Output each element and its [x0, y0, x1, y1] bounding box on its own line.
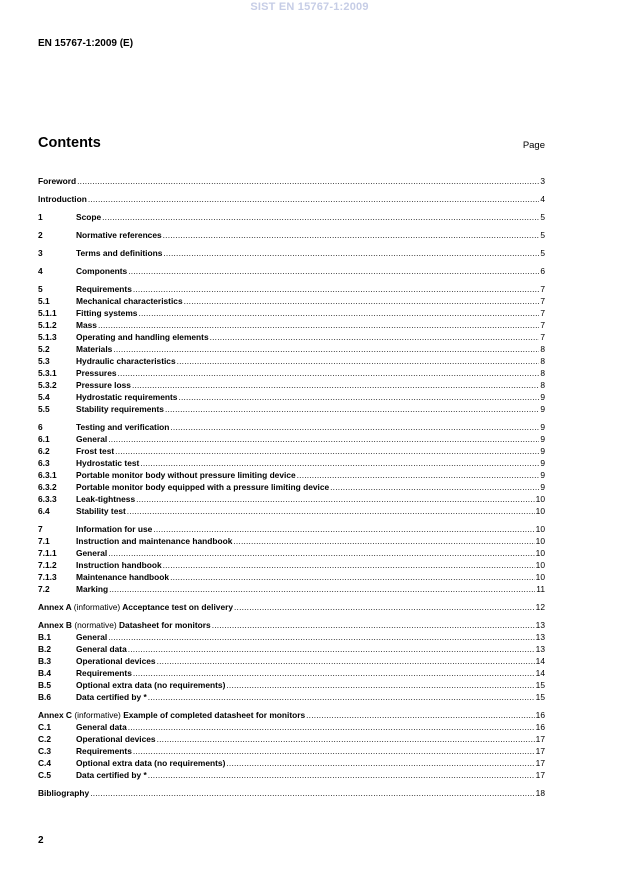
toc-entry[interactable]	[38, 559, 545, 571]
page-column-header: Page	[522, 140, 545, 151]
dot-leader	[330, 482, 539, 493]
toc-entry[interactable]	[38, 193, 545, 205]
toc-entry[interactable]	[38, 619, 545, 631]
toc-entry-title: Terms and definitions	[76, 248, 163, 258]
toc-entry-page: 7	[540, 308, 545, 318]
toc-entry-title: Leak-tightness	[76, 494, 136, 504]
toc-entry[interactable]	[38, 535, 545, 547]
toc-entry-page: 17	[535, 770, 545, 780]
toc-entry-title: Mass	[76, 320, 97, 330]
toc-entry-page: 15	[535, 680, 545, 690]
toc-entry[interactable]	[38, 601, 545, 613]
toc-entry-title: Hydrostatic requirements	[76, 392, 178, 402]
toc-entry-page: 9	[540, 392, 545, 402]
toc-entry-number: 5.1.2	[38, 320, 57, 330]
annex-kind: (normative)	[74, 620, 117, 630]
dot-leader	[113, 344, 539, 355]
page-number: 2	[38, 835, 44, 846]
toc-entry[interactable]	[38, 679, 545, 691]
toc-entry-number: 7.1.3	[38, 572, 57, 582]
dot-leader	[212, 620, 535, 631]
dot-leader	[163, 230, 540, 241]
dot-leader	[118, 368, 540, 379]
annex-kind: (informative)	[74, 710, 121, 720]
dot-leader	[226, 758, 534, 769]
dot-leader	[157, 656, 535, 667]
toc-entry-page: 14	[535, 668, 545, 678]
toc-entry-number: 6.1	[38, 434, 50, 444]
toc-entry-title: Pressure loss	[76, 380, 131, 390]
dot-leader	[128, 722, 535, 733]
toc-entry-page: 5	[540, 212, 545, 222]
toc-entry-page: 17	[535, 734, 545, 744]
toc-entry-title: Optional extra data (no requirements)	[76, 680, 226, 690]
annex-title: Datasheet for monitors	[119, 620, 211, 630]
annex-label: Annex C	[38, 710, 72, 720]
toc-entry-page: 8	[540, 380, 545, 390]
toc-entry[interactable]	[38, 787, 545, 799]
toc-entry-page: 10	[535, 536, 545, 546]
toc-entry-title: Pressures	[76, 368, 117, 378]
dot-leader	[157, 734, 535, 745]
toc-entry[interactable]	[38, 655, 545, 667]
toc-entry[interactable]	[38, 265, 545, 277]
toc-entry-page: 8	[540, 368, 545, 378]
toc-entry-title: Marking	[76, 584, 109, 594]
toc-entry-page: 5	[540, 230, 545, 240]
toc-entry-title: Stability requirements	[76, 404, 164, 414]
toc-entry-page: 9	[540, 422, 545, 432]
toc-entry-number: B.3	[38, 656, 52, 666]
toc-entry-title: General data	[76, 644, 127, 654]
watermark: SIST EN 15767-1:2009	[250, 1, 369, 13]
toc-entry-page: 7	[540, 296, 545, 306]
toc-entry-page: 12	[535, 602, 545, 612]
toc-entry-number: C.1	[38, 722, 52, 732]
toc-entry-page: 9	[540, 404, 545, 414]
toc-entry-number: 6.2	[38, 446, 50, 456]
toc-entry-number: 3	[38, 248, 43, 258]
dot-leader	[90, 788, 534, 799]
annex-kind: (informative)	[73, 602, 121, 612]
toc-entry[interactable]	[38, 457, 545, 469]
dot-leader	[77, 176, 539, 187]
toc-entry-number: 2	[38, 230, 43, 240]
toc-entry[interactable]	[38, 229, 545, 241]
toc-entry-title: Instruction and maintenance handbook	[76, 536, 233, 546]
toc-entry-title: Hydraulic characteristics	[76, 356, 176, 366]
toc-entry[interactable]	[38, 733, 545, 745]
toc-entry-page: 10	[535, 506, 545, 516]
toc-entry-number: B.6	[38, 692, 52, 702]
toc-entry[interactable]	[38, 757, 545, 769]
dot-leader	[163, 560, 535, 571]
toc-entry-title: Stability test	[76, 506, 126, 516]
toc-entry[interactable]	[38, 367, 545, 379]
dot-leader	[133, 668, 535, 679]
toc-entry-title: General	[76, 632, 108, 642]
dot-leader	[153, 524, 534, 535]
toc-entry-page: 9	[540, 446, 545, 456]
toc-entry-number: 5.1.1	[38, 308, 57, 318]
dot-leader	[128, 266, 539, 277]
document-id: EN 15767-1:2009 (E)	[38, 38, 134, 49]
page-title: Contents	[38, 135, 101, 151]
toc-entry-page: 16	[535, 722, 545, 732]
toc-entry-title: Requirements	[76, 668, 132, 678]
toc-entry-number: 6.4	[38, 506, 50, 516]
toc-entry-page: 10	[535, 494, 545, 504]
toc-entry[interactable]	[38, 469, 545, 481]
toc-entry[interactable]	[38, 631, 545, 643]
toc-entry[interactable]	[38, 403, 545, 415]
toc-entry-title: Components	[76, 266, 128, 276]
toc-entry-number: 7.1	[38, 536, 50, 546]
toc-entry[interactable]	[38, 505, 545, 517]
dot-leader	[177, 356, 540, 367]
dot-leader	[108, 632, 534, 643]
toc-entry-number: 5.2	[38, 344, 50, 354]
dot-leader	[140, 458, 539, 469]
toc-entry-title: Introduction	[38, 194, 87, 204]
toc-entry[interactable]	[38, 331, 545, 343]
dot-leader	[297, 470, 540, 481]
toc-entry-page: 7	[540, 284, 545, 294]
toc-entry-title: Scope	[76, 212, 102, 222]
toc-entry-number: 5.3	[38, 356, 50, 366]
toc-entry-page: 4	[540, 194, 545, 204]
toc-entry-page: 17	[535, 758, 545, 768]
dot-leader	[170, 572, 535, 583]
toc-entry[interactable]	[38, 421, 545, 433]
toc-entry-number: 5.1.3	[38, 332, 57, 342]
toc-entry-page: 10	[535, 560, 545, 570]
toc-entry[interactable]	[38, 745, 545, 757]
dot-leader	[138, 308, 539, 319]
toc-entry-number: B.4	[38, 668, 52, 678]
toc-entry[interactable]	[38, 379, 545, 391]
toc-entry-title: Portable monitor body equipped with a pressure limiting device	[76, 482, 330, 492]
toc-entry-number: 7.1.1	[38, 548, 57, 558]
toc-entry[interactable]	[38, 283, 545, 295]
toc-entry-number: B.2	[38, 644, 52, 654]
toc-entry-page: 7	[540, 320, 545, 330]
toc-entry-number: C.3	[38, 746, 52, 756]
toc-entry[interactable]	[38, 769, 545, 781]
toc-entry-title: General	[76, 434, 108, 444]
dot-leader	[233, 536, 534, 547]
toc-entry-title: Operational devices	[76, 656, 156, 666]
toc-entry-page: 10	[535, 524, 545, 534]
toc-entry[interactable]	[38, 691, 545, 703]
toc-entry-page: 7	[540, 332, 545, 342]
table-of-contents	[38, 175, 545, 799]
dot-leader	[226, 680, 534, 691]
toc-entry-title	[38, 710, 305, 721]
toc-entry-title: Maintenance handbook	[76, 572, 170, 582]
toc-entry-title: Testing and verification	[76, 422, 170, 432]
toc-entry-number: 5.5	[38, 404, 50, 414]
dot-leader	[127, 506, 535, 517]
toc-entry[interactable]	[38, 445, 545, 457]
toc-entry-number: 5.3.1	[38, 368, 57, 378]
toc-entry-page: 15	[535, 692, 545, 702]
toc-entry[interactable]	[38, 343, 545, 355]
dot-leader	[136, 494, 535, 505]
dot-leader	[148, 770, 535, 781]
toc-entry-number: 6.3.3	[38, 494, 57, 504]
toc-entry[interactable]	[38, 247, 545, 259]
toc-entry-title: Data certified by *	[76, 770, 147, 780]
dot-leader	[108, 548, 534, 559]
toc-entry-page: 10	[535, 548, 545, 558]
toc-entry[interactable]	[38, 547, 545, 559]
toc-entry-number: B.1	[38, 632, 52, 642]
dot-leader	[133, 284, 539, 295]
annex-label: Annex A	[38, 602, 72, 612]
toc-entry-title: Operating and handling elements	[76, 332, 209, 342]
toc-entry-page: 18	[535, 788, 545, 798]
dot-leader	[163, 248, 539, 259]
toc-entry-title: Materials	[76, 344, 113, 354]
toc-entry-title: Optional extra data (no requirements)	[76, 758, 226, 768]
toc-entry-number: C.4	[38, 758, 52, 768]
toc-entry-page: 5	[540, 248, 545, 258]
annex-label: Annex B	[38, 620, 72, 630]
toc-entry-page: 16	[535, 710, 545, 720]
toc-entry[interactable]	[38, 643, 545, 655]
dot-leader	[128, 644, 535, 655]
toc-entry-number: 7.2	[38, 584, 50, 594]
dot-leader	[102, 212, 539, 223]
toc-entry-title: Requirements	[76, 746, 132, 756]
dot-leader	[148, 692, 535, 703]
toc-entry-number: 5.3.2	[38, 380, 57, 390]
toc-entry-title: Normative references	[76, 230, 162, 240]
toc-entry[interactable]	[38, 295, 545, 307]
toc-entry[interactable]	[38, 175, 545, 187]
toc-entry[interactable]	[38, 709, 545, 721]
dot-leader	[170, 422, 539, 433]
toc-entry-page: 11	[536, 584, 545, 594]
toc-entry[interactable]	[38, 583, 545, 595]
toc-entry[interactable]	[38, 307, 545, 319]
toc-entry[interactable]	[38, 493, 545, 505]
toc-entry-page: 3	[540, 176, 545, 186]
toc-entry-number: 6.3.2	[38, 482, 57, 492]
toc-entry-title: Data certified by *	[76, 692, 147, 702]
annex-title: Acceptance test on delivery	[122, 602, 234, 612]
toc-entry[interactable]	[38, 721, 545, 733]
toc-entry-page: 9	[540, 434, 545, 444]
toc-entry-title: Information for use	[76, 524, 153, 534]
dot-leader	[178, 392, 539, 403]
toc-entry-title: Fitting systems	[76, 308, 138, 318]
toc-entry-title: Foreword	[38, 176, 77, 186]
dot-leader	[88, 194, 539, 205]
toc-entry-number: B.5	[38, 680, 52, 690]
dot-leader	[108, 434, 539, 445]
toc-entry-number: 6.3.1	[38, 470, 57, 480]
toc-entry-page: 13	[535, 620, 545, 630]
toc-entry-number: C.5	[38, 770, 52, 780]
toc-entry[interactable]	[38, 481, 545, 493]
dot-leader	[115, 446, 539, 457]
toc-entry-page: 13	[535, 632, 545, 642]
toc-entry-page: 10	[535, 572, 545, 582]
toc-entry-title: Portable monitor body without pressure limiting device	[76, 470, 296, 480]
toc-entry-title: Frost test	[76, 446, 115, 456]
toc-entry[interactable]	[38, 211, 545, 223]
toc-entry-page: 8	[540, 344, 545, 354]
toc-entry-title: General	[76, 548, 108, 558]
toc-entry-page: 6	[540, 266, 545, 276]
toc-entry[interactable]	[38, 667, 545, 679]
toc-entry-title	[38, 602, 233, 613]
toc-entry[interactable]	[38, 433, 545, 445]
toc-entry-number: 6	[38, 422, 43, 432]
dot-leader	[165, 404, 539, 415]
toc-entry-page: 13	[535, 644, 545, 654]
toc-entry-title: Bibliography	[38, 788, 90, 798]
annex-title: Example of completed datasheet for monitors	[123, 710, 306, 720]
toc-entry-title: Operational devices	[76, 734, 156, 744]
toc-entry-page: 9	[540, 470, 545, 480]
toc-entry[interactable]	[38, 391, 545, 403]
dot-leader	[234, 602, 535, 613]
dot-leader	[98, 320, 539, 331]
toc-entry-page: 8	[540, 356, 545, 366]
toc-entry-number: 5	[38, 284, 43, 294]
toc-entry-title: General data	[76, 722, 127, 732]
toc-entry-title: Instruction handbook	[76, 560, 162, 570]
toc-entry-title: Mechanical characteristics	[76, 296, 183, 306]
toc-entry-number: 5.1	[38, 296, 50, 306]
toc-entry-page: 17	[535, 746, 545, 756]
toc-entry-page: 14	[535, 656, 545, 666]
toc-entry-number: 7.1.2	[38, 560, 57, 570]
dot-leader	[132, 380, 539, 391]
dot-leader	[133, 746, 535, 757]
toc-entry-page: 9	[540, 458, 545, 468]
toc-entry-number: 7	[38, 524, 43, 534]
toc-entry-number: 5.4	[38, 392, 50, 402]
toc-entry-title: Hydrostatic test	[76, 458, 140, 468]
dot-leader	[210, 332, 540, 343]
toc-entry[interactable]	[38, 355, 545, 367]
dot-leader	[306, 710, 535, 721]
toc-entry-number: 6.3	[38, 458, 50, 468]
toc-entry[interactable]	[38, 571, 545, 583]
toc-entry-page: 9	[540, 482, 545, 492]
toc-entry[interactable]	[38, 523, 545, 535]
toc-entry-number: 4	[38, 266, 43, 276]
toc-entry-title: Requirements	[76, 284, 132, 294]
toc-entry-title	[38, 620, 211, 631]
toc-entry[interactable]	[38, 319, 545, 331]
dot-leader	[184, 296, 540, 307]
toc-entry-number: C.2	[38, 734, 52, 744]
toc-entry-number: 1	[38, 212, 43, 222]
dot-leader	[109, 584, 535, 595]
